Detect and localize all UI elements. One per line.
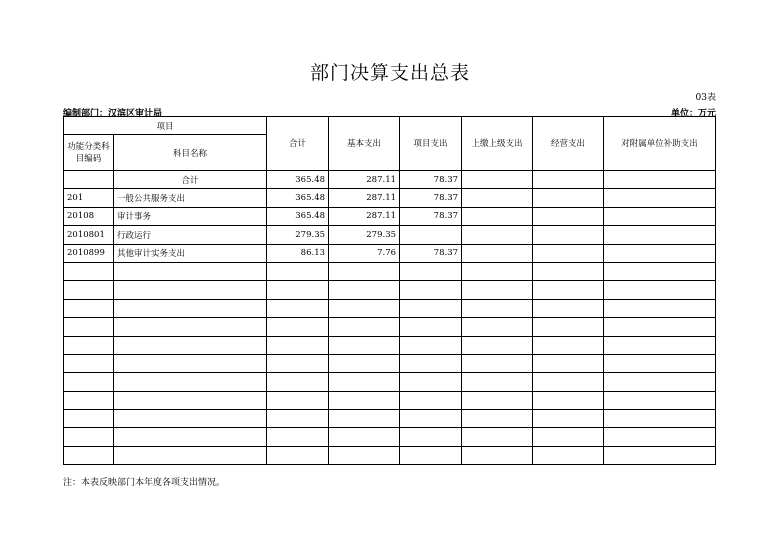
empty-cell [533,391,604,409]
empty-cell [267,354,329,372]
empty-cell [114,391,267,409]
table-row [64,171,716,189]
form-number: 03表 [695,93,716,103]
empty-cell [400,391,462,409]
empty-cell [462,410,533,428]
empty-cell [114,336,267,354]
empty-cell [604,410,716,428]
cell-business [533,207,604,225]
header-subsidy: 对附属单位补助支出 [604,117,716,171]
empty-cell [462,262,533,280]
empty-cell [64,336,114,354]
empty-cell [114,354,267,372]
empty-cell [329,373,400,391]
empty-cell [604,281,716,299]
empty-cell [329,318,400,336]
empty-cell [267,299,329,317]
cell-total: 365.48 [267,189,329,207]
expenditure-table [63,116,716,465]
header-project: 项目支出 [400,117,462,171]
empty-cell [604,373,716,391]
empty-cell [64,281,114,299]
cell-code: 2010899 [64,244,114,262]
empty-cell [533,373,604,391]
header-business: 经营支出 [533,117,604,171]
empty-cell [329,336,400,354]
empty-cell [64,446,114,464]
cell-code: 2010801 [64,226,114,244]
empty-row [64,446,716,464]
cell-basic: 287.11 [329,189,400,207]
empty-cell [267,336,329,354]
empty-cell [64,318,114,336]
cell-upper [462,171,533,189]
cell-subsidy [604,226,716,244]
empty-cell [329,428,400,446]
empty-cell [400,336,462,354]
cell-name: 审计事务 [114,207,267,225]
cell-code [64,171,114,189]
empty-cell [64,299,114,317]
empty-cell [267,410,329,428]
empty-cell [462,373,533,391]
empty-cell [267,262,329,280]
empty-row [64,281,716,299]
empty-cell [400,281,462,299]
empty-cell [400,410,462,428]
empty-cell [400,446,462,464]
cell-upper [462,207,533,225]
cell-code: 201 [64,189,114,207]
empty-cell [329,262,400,280]
empty-cell [604,428,716,446]
empty-cell [533,336,604,354]
cell-project: 78.37 [400,207,462,225]
empty-cell [604,299,716,317]
page-title: 部门决算支出总表 [309,62,470,84]
empty-cell [114,281,267,299]
cell-name: 其他审计实务支出 [114,244,267,262]
header-func-code: 功能分类科目编码 [64,135,114,171]
empty-cell [533,354,604,372]
empty-cell [64,391,114,409]
empty-row [64,318,716,336]
header-item: 项目 [64,117,267,135]
cell-business [533,244,604,262]
cell-project: 78.37 [400,171,462,189]
empty-cell [462,281,533,299]
empty-row [64,410,716,428]
empty-cell [400,354,462,372]
empty-cell [64,354,114,372]
empty-cell [533,446,604,464]
cell-subsidy [604,244,716,262]
empty-cell [462,336,533,354]
empty-cell [114,262,267,280]
cell-subsidy [604,189,716,207]
empty-cell [267,428,329,446]
cell-total: 365.48 [267,171,329,189]
cell-basic: 279.35 [329,226,400,244]
empty-cell [267,446,329,464]
empty-row [64,428,716,446]
cell-business [533,189,604,207]
empty-cell [114,428,267,446]
empty-cell [533,299,604,317]
header-total: 合计 [267,117,329,171]
empty-cell [64,410,114,428]
cell-basic: 287.11 [329,207,400,225]
empty-cell [329,391,400,409]
cell-business [533,171,604,189]
empty-cell [267,391,329,409]
department-label: 编制部门：汉滨区审计局 [63,109,163,119]
header-upper: 上缴上级支出 [462,117,533,171]
empty-cell [267,373,329,391]
cell-business [533,226,604,244]
cell-total: 365.48 [267,207,329,225]
cell-basic: 287.11 [329,171,400,189]
empty-row [64,354,716,372]
empty-cell [533,318,604,336]
table-row [64,207,716,225]
empty-cell [604,391,716,409]
empty-cell [604,354,716,372]
empty-cell [462,354,533,372]
empty-cell [462,391,533,409]
empty-cell [114,410,267,428]
empty-cell [604,446,716,464]
empty-cell [114,299,267,317]
cell-upper [462,189,533,207]
empty-cell [604,262,716,280]
table-row [64,226,716,244]
cell-total: 86.13 [267,244,329,262]
empty-cell [400,299,462,317]
cell-total: 279.35 [267,226,329,244]
empty-row [64,391,716,409]
empty-cell [64,262,114,280]
empty-cell [114,373,267,391]
empty-cell [604,318,716,336]
empty-row [64,299,716,317]
cell-name: 行政运行 [114,226,267,244]
cell-project [400,226,462,244]
empty-cell [114,446,267,464]
empty-cell [400,373,462,391]
table-row [64,189,716,207]
cell-name: 一般公共服务支出 [114,189,267,207]
cell-subsidy [604,207,716,225]
cell-subsidy [604,171,716,189]
empty-cell [64,428,114,446]
unit-label: 单位：万元 [670,109,716,119]
empty-cell [462,428,533,446]
cell-upper [462,226,533,244]
empty-cell [604,336,716,354]
empty-cell [400,262,462,280]
empty-cell [462,318,533,336]
empty-cell [462,299,533,317]
empty-cell [400,318,462,336]
empty-cell [462,446,533,464]
empty-cell [114,318,267,336]
empty-cell [533,281,604,299]
cell-basic: 7.76 [329,244,400,262]
cell-upper [462,244,533,262]
empty-cell [400,428,462,446]
empty-cell [533,428,604,446]
empty-row [64,262,716,280]
cell-name: 合计 [114,171,267,189]
cell-project: 78.37 [400,244,462,262]
header-subject-name: 科目名称 [114,135,267,171]
cell-code: 20108 [64,207,114,225]
table-row [64,244,716,262]
cell-project: 78.37 [400,189,462,207]
empty-cell [329,299,400,317]
empty-cell [533,262,604,280]
footnote: 注：本表反映部门本年度各项支出情况。 [63,478,226,488]
empty-cell [267,281,329,299]
empty-cell [533,410,604,428]
empty-row [64,373,716,391]
empty-cell [64,373,114,391]
header-basic: 基本支出 [329,117,400,171]
empty-cell [267,318,329,336]
empty-cell [329,281,400,299]
empty-cell [329,446,400,464]
empty-cell [329,354,400,372]
empty-row [64,336,716,354]
empty-cell [329,410,400,428]
